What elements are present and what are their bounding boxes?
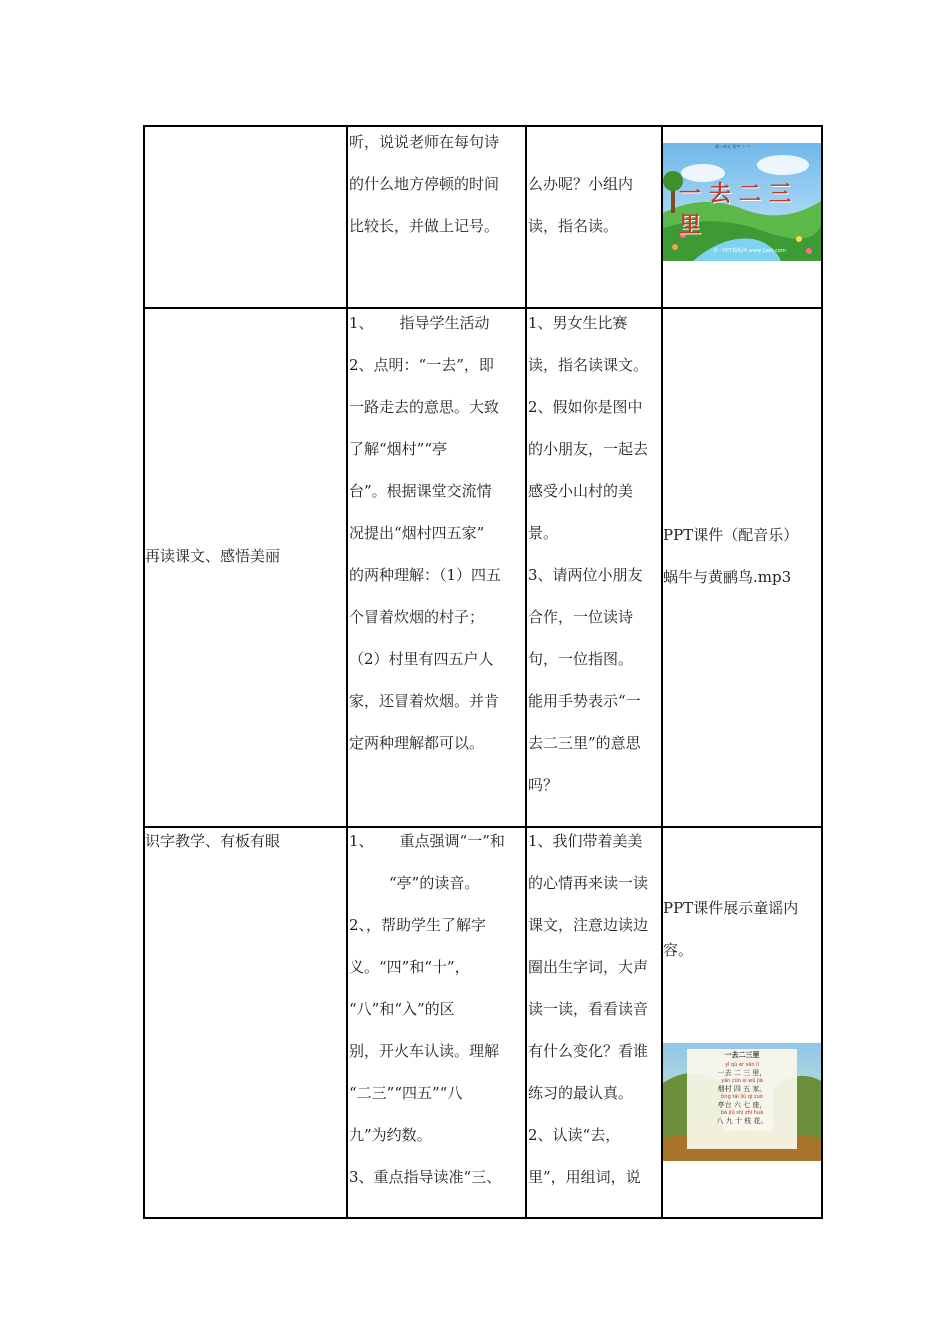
row2-media [663,514,823,598]
slide-title: 一去二三里 [679,182,800,238]
text-line: 的两种理解：（1）四五 [349,566,502,584]
poem-pinyin: bā jiǔ shí zhī huā [720,1110,764,1116]
poem-content [687,1051,797,1126]
poem-pinyin: yī qù èr sān lǐ [725,1062,759,1068]
row2-teacher-activity [349,302,525,824]
text-line: 圈出生字词，大声 [528,958,649,976]
text-line: 读，指名读课文。 [528,356,649,374]
text-line: 的心情再来读一读 [528,874,649,892]
text-line: “八”和“入”的区 [349,1000,455,1018]
row1-teacher-activity [349,121,525,307]
row3-student-activity [528,820,661,1216]
title-slide-image [663,143,821,261]
text-line: 么办呢？小组内 [528,175,634,193]
text-line: 1、男女生比赛 [528,314,628,332]
text-line: 感受小山村的美 [528,482,634,500]
text-line: 2、，帮助学生了解字 [349,916,487,934]
poem-pinyin: yān cūn sì wǔ jiā [721,1078,763,1084]
text-line: 去二三里”的意思 [528,734,641,752]
list-text: 指导学生活动 [399,314,490,332]
text-line: 比较长，并做上记号。 [349,217,500,235]
text-line: 一路走去的意思。大致 [349,398,500,416]
text-line: 家，还冒着炊烟。并肯 [349,692,500,710]
text-line: 听，说说老师在每句诗 [349,133,500,151]
poem-slide-image [663,1043,821,1161]
stage-title: 识字教学、有板有眼 [145,832,281,850]
text-line: 的小朋友，一起去 [528,440,649,458]
poem-line: 一去 二 三 里， [717,1069,767,1077]
text-line: 读，指名读。 [528,217,619,235]
list-number: 1、 [349,832,374,850]
text-line: 别，开火车认读。理解 [349,1042,500,1060]
list-number: 1、 [349,314,374,332]
text-line: 2、认读“去， [528,1126,621,1144]
text-line [349,302,525,344]
text-line: 况提出“烟村四五家” [349,524,485,542]
text-line: 课文，注意边读边 [528,916,649,934]
text-line: 九”为约数。 [349,1126,432,1144]
poem-line: 烟村 四 五 家。 [717,1085,767,1093]
lesson-plan-table [143,125,823,1219]
text-line: 练习的最认真。 [528,1084,634,1102]
stage-title: 再读课文、感悟美丽 [145,547,281,565]
text-line: 3、重点指导读准“三、 [349,1168,502,1186]
text-line: “亭”的读音。 [389,874,480,892]
row2-student-activity [528,302,661,824]
text-line: 景。 [528,524,559,542]
text-line: 里”，用组词，说 [528,1168,641,1186]
text-line: 义。“四”和“十”， [349,958,470,976]
text-line: 有什么变化？看谁 [528,1042,649,1060]
text-line: 的什么地方停顿的时间 [349,175,500,193]
text-line: 定两种理解都可以。 [349,734,485,752]
slide-footer: 第一PPT模板网 www.1ppt.com [713,248,786,254]
poem-line: 八 九 十 枝 花。 [716,1117,768,1125]
poem-title: 一去二三里 [724,1051,760,1059]
text-line: 台”。根据课堂交流情 [349,482,492,500]
audio-file-name: 蜗牛与黄鹂鸟.mp3 [663,568,792,586]
list-text: 重点强调“一”和 [399,832,505,850]
poem-pinyin: tíng tái liù qī zuò [721,1094,763,1100]
text-line: PPT课件（配音乐） [663,526,799,544]
text-line: 2、点明：“一去”，即 [349,356,494,374]
text-line: 能用手势表示“一 [528,692,641,710]
row1-student-activity [528,163,661,303]
text-line: 3、请两位小朋友 [528,566,643,584]
text-line: PPT课件展示童谣内 [663,899,799,917]
text-line: 个冒着炊烟的村子； [349,608,485,626]
row3-media [663,887,823,971]
col-divider-2 [525,127,527,1217]
row3-stage-title [145,820,344,862]
text-line: 容。 [663,941,694,959]
text-line: 句，一位指图。 [528,650,634,668]
text-line: 了解“烟村”“亭 [349,440,448,458]
text-line: （2）村里有四五户人 [349,650,494,668]
text-line: 合作，一位读诗 [528,608,634,626]
slide-header: 第二单元 识字（一） [715,144,753,149]
text-line [349,820,525,862]
col-divider-1 [346,127,348,1217]
text-line: 吗？ [528,776,559,794]
row2-stage-title [145,535,344,577]
text-line: 读一读，看看读音 [528,1000,649,1018]
text-line: 2、假如你是图中 [528,398,643,416]
row3-teacher-activity [349,820,525,1216]
text-line: 1、我们带着美美 [528,832,643,850]
text-line: “二三”“四五”“八 [349,1084,463,1102]
poem-line: 亭台 六 七 座， [717,1101,767,1109]
